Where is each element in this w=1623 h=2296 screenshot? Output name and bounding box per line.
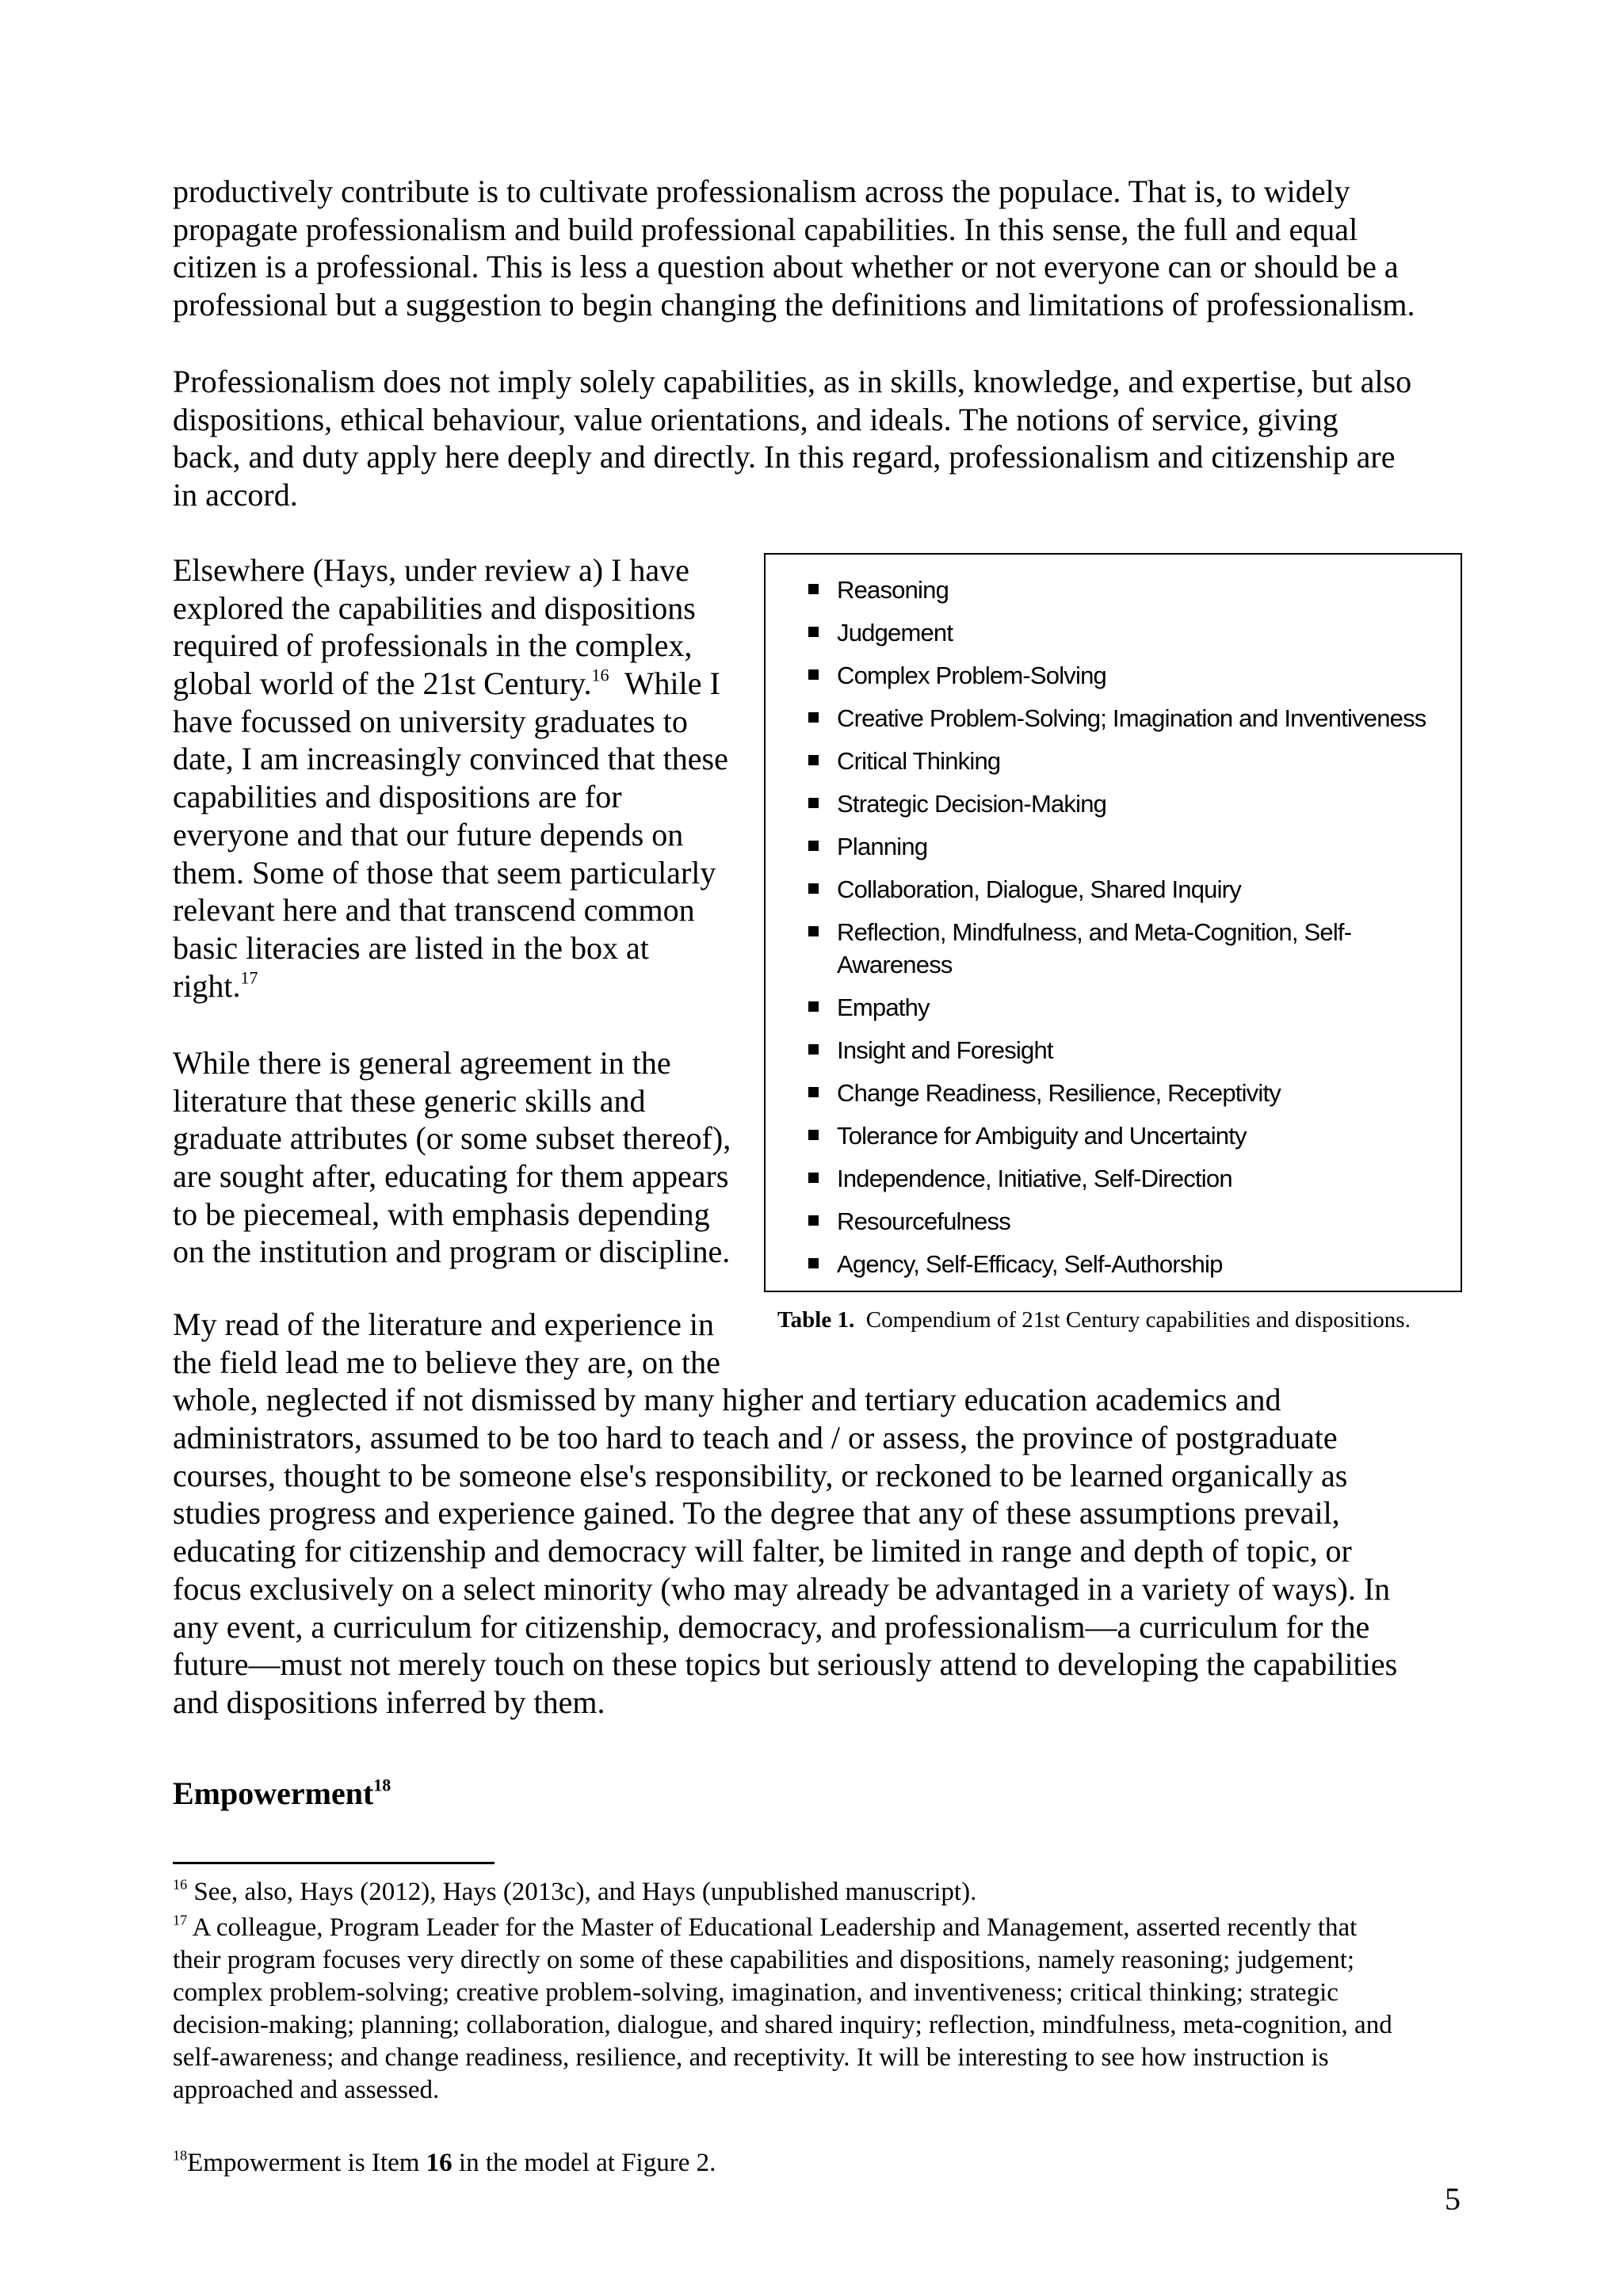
capabilities-table-box [764,553,1462,1292]
table-caption-label: Table 1. [777,1307,855,1333]
square-bullet-icon [808,1130,819,1140]
table-item-text: Critical Thinking [837,747,1001,775]
footnote-number: 17 [173,1912,188,1928]
table-item [766,616,1461,649]
square-bullet-icon [808,1001,819,1012]
table-item-text: Reasoning [837,576,949,604]
text-line-content: capabilities and dispositions are for [173,779,622,815]
text-line [173,740,728,778]
text-line: focus exclusively on a select minority (who may already be advantaged in a variety of ways). In [173,1570,1391,1607]
text-line: citizen is a professional. This is less a question about whether or not everyone can or should be a [173,249,1399,285]
footnote-line [173,1876,976,1909]
table-item-text: Strategic Decision-Making [837,790,1107,818]
table-item-text: Judgement [837,619,953,646]
table-item [766,991,1461,1024]
text-line [173,854,728,892]
text-line: graduate attributes (or some subset thereof), [173,1120,731,1157]
square-bullet-icon [808,798,819,808]
table-item [766,745,1461,777]
footnote-separator [173,1862,495,1864]
text-line [173,967,728,1005]
square-bullet-icon [808,712,819,723]
footnote-ref-18[interactable]: 18 [373,1775,391,1795]
table-item-text: Independence, Initiative, Self-Direction [837,1165,1232,1192]
footnote-number: 18 [173,2147,188,2164]
text-line: professional but a suggestion to begin changing the definitions and limitations of professionalism. [173,287,1415,323]
text-line: are sought after, educating for them appears [173,1158,729,1195]
table-item [766,1119,1461,1152]
footnote-line [173,1944,1392,1977]
text-line: productively contribute is to cultivate professionalism across the populace. That is, to widely [173,174,1350,209]
text-line: the field lead me to believe they are, on the [173,1344,720,1380]
footnote-text: self-awareness; and change readiness, resilience, and receptivity. It will be interesting to see how instruction is [173,2043,1329,2072]
footnote-line [173,2009,1392,2042]
text-line: courses, thought to be someone else's responsibility, or reckoned to be learned organically as [173,1457,1348,1493]
footnote-bold-item: 16 [426,2149,453,2177]
text-line-content: them. Some of those that seem particularly [173,854,716,891]
text-line [173,891,728,929]
footnote-text: See, also, Hays (2012), Hays (2013c), and Hays (unpublished manuscript). [193,1878,977,1906]
text-line: any event, a curriculum for citizenship, democracy, and professionalism—a curriculum for the [173,1608,1370,1645]
footnote-text: in the model at Figure 2. [452,2149,716,2177]
text-line: on the institution and program or discipline. [173,1234,731,1270]
text-line: While there is general agreement in the [173,1045,671,1081]
table-item-text: Planning [837,833,928,860]
text-line [173,778,728,816]
text-line: administrators, assumed to be too hard to teach and / or assess, the province of postgraduate [173,1420,1338,1456]
text-line: Professionalism does not imply solely capabilities, as in skills, knowledge, and expertise, but also [173,364,1412,399]
section-heading-text: Empowerment [173,1775,374,1811]
table-caption [777,1307,1411,1333]
text-line-content: While I [609,666,720,702]
text-line: dispositions, ethical behaviour, value orientations, and ideals. The notions of service, giving [173,401,1338,437]
table-item-text: Resourcefulness [837,1207,1010,1235]
paragraph-5 [173,1306,1397,1722]
square-bullet-icon [808,1044,819,1055]
table-item [766,1034,1461,1066]
footnote-ref-16[interactable]: 16 [591,665,609,685]
text-line [173,703,728,741]
text-line-content: right. [173,967,241,1004]
footnote-ref-17[interactable]: 17 [240,967,258,988]
square-bullet-icon [808,584,819,594]
table-item [766,830,1461,863]
square-bullet-icon [808,841,819,851]
text-line: studies progress and experience gained. To the degree that any of these assumptions prevail, [173,1495,1340,1531]
text-line: My read of the literature and experience in [173,1306,715,1342]
text-line-content: have focussed on university graduates to [173,703,688,739]
table-item [766,702,1461,734]
text-line: back, and duty apply here deeply and directly. In this regard, professionalism and citizenship are [173,439,1396,475]
square-bullet-icon [808,883,819,894]
footnote-number: 16 [173,1876,188,1893]
text-line: whole, neglected if not dismissed by many higher and tertiary education academics and [173,1382,1281,1418]
table-item-text: Insight and Foresight [837,1036,1053,1064]
text-line: to be piecemeal, with emphasis depending [173,1196,710,1232]
paragraph-4 [173,1044,731,1271]
text-line [173,627,728,665]
footnote-line [173,2042,1392,2074]
text-line-content: basic literacies are listed in the box at [173,929,649,966]
square-bullet-icon [808,926,819,936]
text-line: future—must not merely touch on these topics but seriously attend to developing the capabilities [173,1646,1398,1683]
square-bullet-icon [808,1173,819,1183]
text-line: educating for citizenship and democracy will falter, be limited in range and depth of topic, or [173,1533,1352,1569]
footnote-text: approached and assessed. [173,2076,440,2104]
text-line: literature that these generic skills and [173,1082,646,1119]
footnote-18 [173,2147,716,2180]
table-item-text: Reflection, Mindfulness, and Meta-Cognition, Self- [837,918,1352,946]
paragraph-2 [173,363,1411,514]
text-line: propagate professionalism and build professional capabilities. In this sense, the full and equal [173,211,1358,247]
text-line: and dispositions inferred by them. [173,1684,605,1720]
text-line-content: Elsewhere (Hays, under review a) I have [173,552,689,588]
table-item [766,916,1461,981]
table-item [766,788,1461,820]
table-item [766,1248,1461,1280]
footnote-17 [173,1912,1392,2107]
square-bullet-icon [808,1258,819,1268]
footnote-text: Empowerment is Item [187,2149,426,2177]
footnote-16 [173,1876,976,1909]
square-bullet-icon [808,627,819,637]
footnote-line [173,2074,1392,2107]
text-line [173,816,728,854]
table-item-text: Complex Problem-Solving [837,662,1106,689]
text-line-content: date, I am increasingly convinced that these [173,741,728,777]
page-number: 5 [1445,2181,1461,2217]
text-line-content: explored the capabilities and dispositions [173,589,696,626]
table-item-text: Awareness [837,951,953,978]
paragraph-1 [173,173,1415,324]
square-bullet-icon [808,1215,819,1226]
table-item-text: Collaboration, Dialogue, Shared Inquiry [837,875,1241,903]
footnote-text: decision-making; planning; collaboration, dialogue, and shared inquiry; reflection, mindfulness, meta-cognition, and [173,2011,1392,2039]
text-line [173,665,728,703]
table-item-text: Tolerance for Ambiguity and Uncertainty [837,1122,1247,1150]
text-line [173,929,728,967]
table-item [766,1077,1461,1109]
footnote-text: their program focuses very directly on some of these capabilities and dispositions, namely reasoning; judgement; [173,1946,1355,1974]
table-item [766,873,1461,906]
footnote-line [173,1977,1392,2009]
footnote-text: A colleague, Program Leader for the Master of Educational Leadership and Management, asserted recently that [192,1913,1358,1942]
text-line [173,589,728,627]
text-line-content: global world of the 21st Century. [173,666,592,702]
table-item [766,1162,1461,1195]
text-line-content: everyone and that our future depends on [173,816,684,852]
section-heading [173,1775,391,1812]
paragraph-3 [173,551,728,1005]
text-line [173,551,728,589]
text-line-content: required of professionals in the complex, [173,627,693,664]
table-item-text: Change Readiness, Resilience, Receptivity [837,1079,1281,1107]
table-item-text: Creative Problem-Solving; Imagination and Inventiveness [837,704,1426,732]
table-item [766,659,1461,692]
square-bullet-icon [808,669,819,680]
table-caption-text: Compendium of 21st Century capabilities and dispositions. [854,1307,1411,1333]
table-item [766,574,1461,606]
table-item-text: Empathy [837,994,930,1021]
text-line: in accord. [173,477,298,513]
square-bullet-icon [808,755,819,765]
footnote-line [173,1912,1392,1944]
footnote-text: complex problem-solving; creative problem-solving, imagination, and inventiveness; critical thinking; strategic [173,1978,1338,2007]
text-line-content: relevant here and that transcend common [173,892,695,929]
table-item [766,1205,1461,1238]
table-item-text: Agency, Self-Efficacy, Self-Authorship [837,1250,1223,1278]
square-bullet-icon [808,1087,819,1097]
